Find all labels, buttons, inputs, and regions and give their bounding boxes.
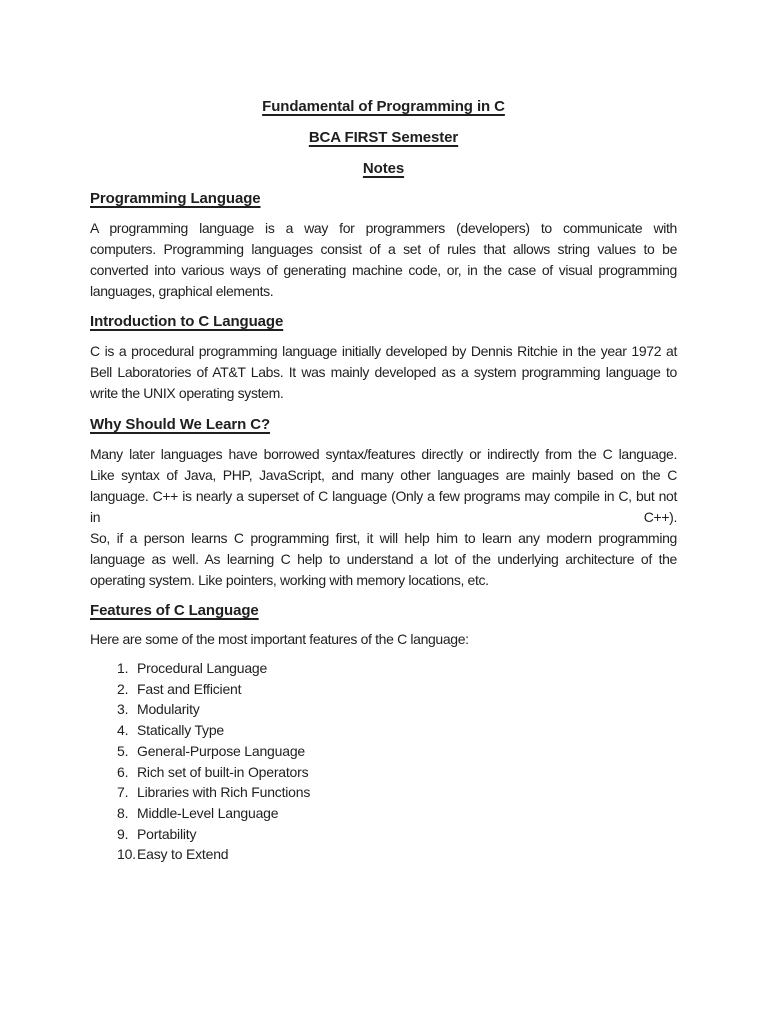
list-item-number: 6. (117, 763, 129, 780)
text-line: operating system. Like pointers, working with memory locations, etc. (90, 572, 489, 588)
text-line: A programming language is a way for programmers (developers) to communicate with (90, 220, 677, 236)
heading-features-of-c: Features of C Language (90, 602, 259, 619)
list-item-label: Middle-Level Language (137, 804, 279, 821)
list-item (117, 699, 677, 720)
list-item-number: 2. (117, 680, 129, 697)
doc-notes-label: Notes (362, 160, 405, 177)
list-item (117, 762, 677, 783)
list-item (117, 658, 677, 679)
list-item (117, 679, 677, 700)
list-item-label: Rich set of built-in Operators (137, 763, 309, 780)
features-intro-line: Here are some of the most important features of the C language: (90, 631, 469, 647)
text-line: languages, graphical elements. (90, 283, 274, 299)
text-line: language as well. As learning C help to understand a lot of the underlying architecture of the (90, 551, 677, 567)
list-item-label: Procedural Language (137, 660, 268, 676)
list-item-label: Libraries with Rich Functions (137, 784, 311, 801)
list-item-number: 7. (117, 784, 129, 801)
list-item-label: General-Purpose Language (137, 742, 305, 759)
features-numbered-list (117, 658, 677, 865)
list-item-label: Portability (137, 825, 197, 842)
list-item-number: 5. (117, 742, 129, 759)
text-line: Bell Laboratories of AT&T Labs. It was mainly developed as a system programming language to (90, 364, 677, 380)
heading-programming-language: Programming Language (90, 190, 261, 207)
text-line: C is a procedural programming language initially developed by Dennis Ritchie in the year 1972 at (90, 343, 677, 359)
paragraph-introduction-to-c (90, 341, 677, 404)
list-item-number: 1. (117, 660, 129, 676)
text-line: converted into various ways of generating machine code, or, in the case of visual programming (90, 262, 677, 278)
heading-introduction-to-c: Introduction to C Language (90, 313, 284, 330)
list-item-number: 10. (117, 846, 136, 863)
text-line: So, if a person learns C programming first, it will help him to learn any modern programming (90, 530, 677, 546)
text-line: Like syntax of Java, PHP, JavaScript, and many other languages are mainly based on the C (90, 467, 677, 483)
text-line: in C++). (90, 509, 677, 525)
list-item (117, 782, 677, 803)
doc-subtitle: BCA FIRST Semester (308, 129, 459, 146)
list-item-label: Statically Type (137, 722, 225, 739)
paragraph-features-intro (90, 629, 677, 650)
list-item-number: 9. (117, 825, 129, 842)
list-item (117, 844, 677, 865)
list-item-number: 3. (117, 701, 129, 718)
list-item-label: Easy to Extend (137, 846, 229, 863)
text-line: computers. Programming languages consist of a set of rules that allows string values to be (90, 241, 677, 257)
list-item-label: Modularity (137, 701, 200, 718)
heading-why-learn-c: Why Should We Learn C? (90, 416, 271, 433)
paragraph-why-learn-c (90, 444, 677, 591)
list-item (117, 720, 677, 741)
list-item-number: 8. (117, 804, 129, 821)
doc-title: Fundamental of Programming in C (262, 98, 505, 115)
list-item (117, 824, 677, 845)
list-item-label: Fast and Efficient (137, 680, 242, 697)
text-line: Many later languages have borrowed syntax/features directly or indirectly from the C language. (90, 446, 677, 462)
text-line: language. C++ is nearly a superset of C language (Only a few programs may compile in C, but not (90, 488, 677, 504)
list-item-number: 4. (117, 722, 129, 739)
paragraph-programming-language (90, 218, 677, 302)
text-line: write the UNIX operating system. (90, 385, 284, 401)
list-item (117, 803, 677, 824)
list-item (117, 741, 677, 762)
